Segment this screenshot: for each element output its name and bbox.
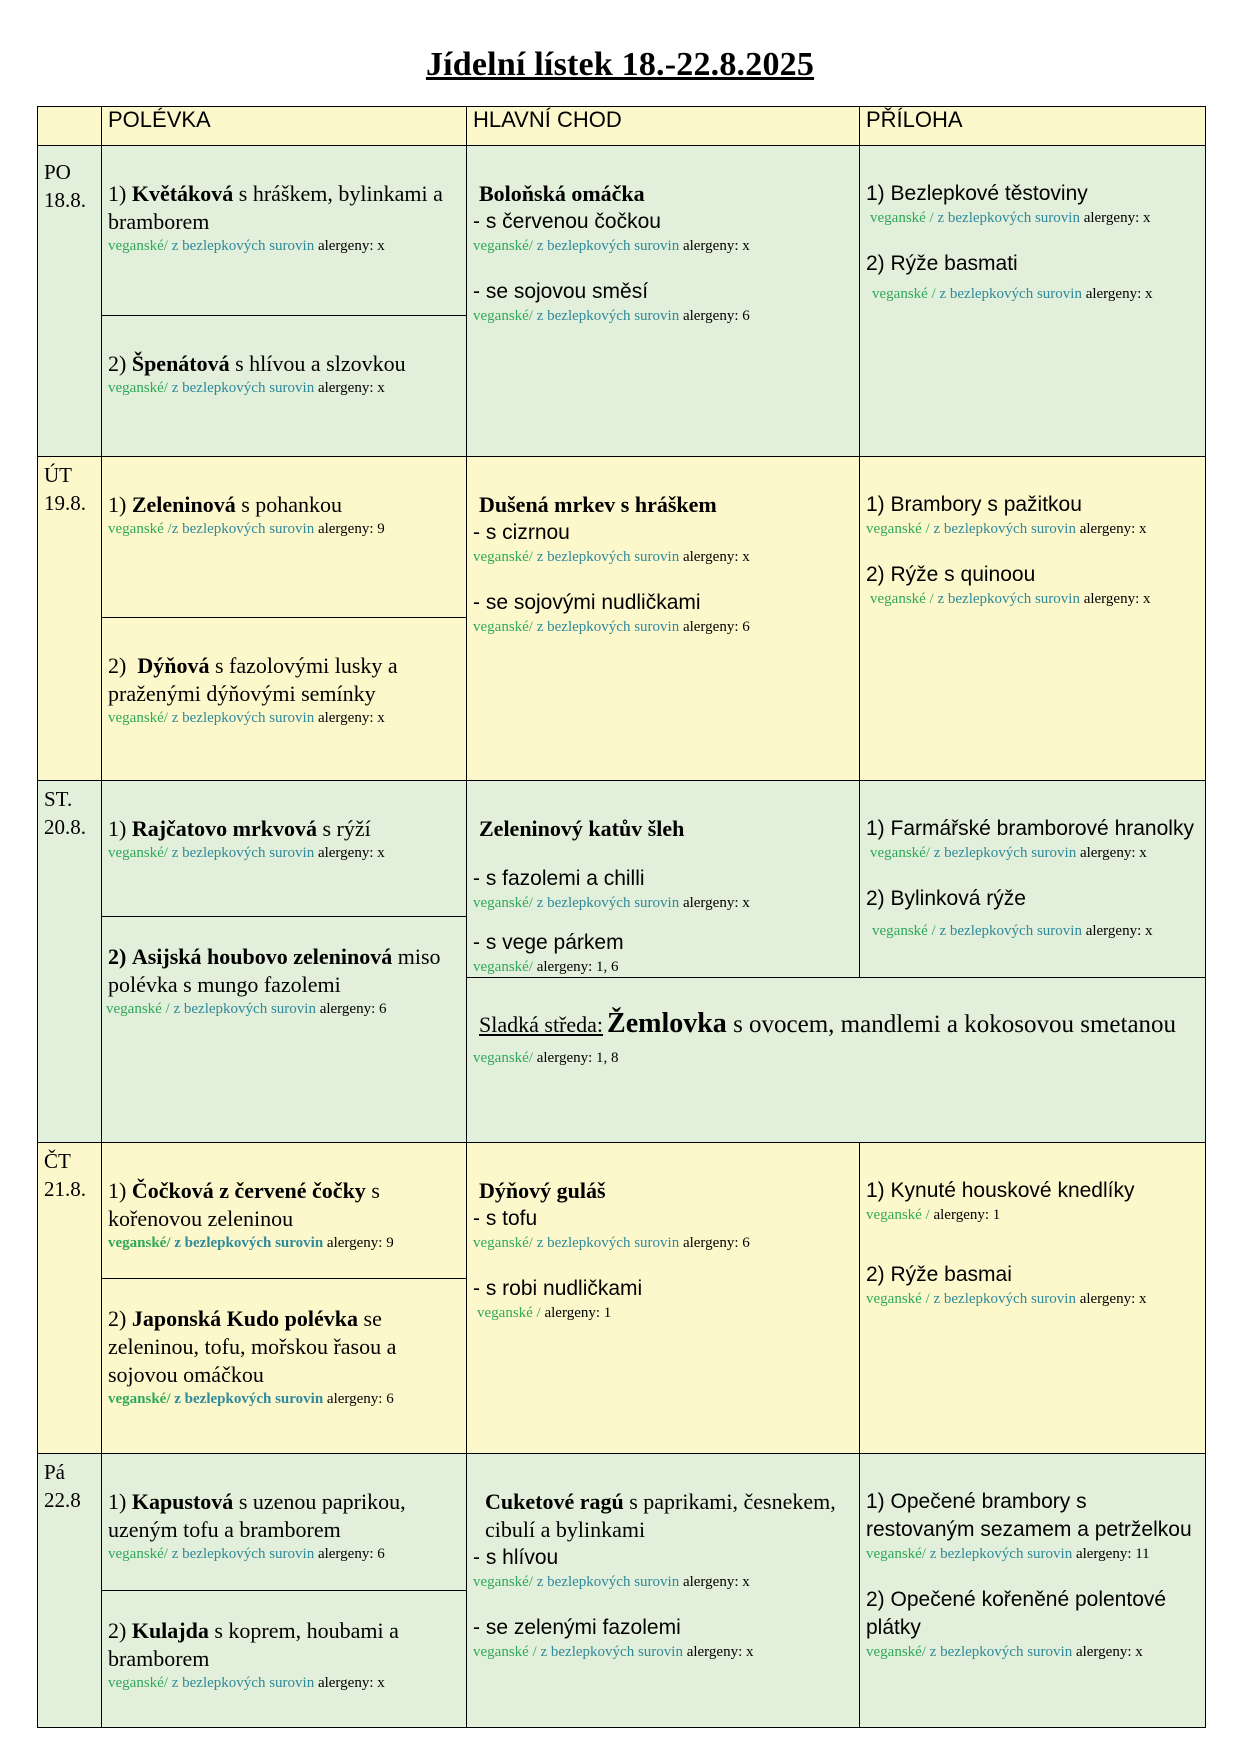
diet-tags: veganské/ z bezlepkových surovin alergeny: x (108, 710, 385, 726)
header-main: HLAVNÍ CHOD (467, 107, 860, 146)
side-item: 2) Rýže basmati (866, 252, 1018, 275)
main-variant: - s tofu (473, 1207, 538, 1230)
diet-tags: veganské/ z bezlepkových surovin alergeny: x (866, 1644, 1143, 1660)
main-cell (467, 781, 860, 978)
side-item: 2) Bylinková rýže (866, 887, 1026, 910)
soup-item: 2) Japonská Kudo polévka se zeleninou, tofu, mořskou řasou a sojovou omáčkou (108, 1306, 397, 1387)
day-row-monday (38, 146, 1206, 316)
soup-cell (102, 917, 467, 1143)
main-variant: - s vege párkem (473, 931, 624, 954)
main-variant: - se sojovou směsí (473, 280, 649, 303)
main-dish: Boloňská omáčka (479, 181, 645, 206)
header-row (38, 107, 1206, 146)
soup-item: 1) Čočková z červené čočky s kořenovou zeleninou (108, 1178, 380, 1231)
page-title: Jídelní lístek 18.-22.8.2025 (425, 46, 815, 83)
main-dish: Dýňový guláš (479, 1178, 606, 1203)
side-cell (860, 1454, 1206, 1728)
diet-tags: veganské / z bezlepkových surovin alergeny: x (866, 1291, 1147, 1307)
soup-cell (102, 781, 467, 917)
side-item: 1) Kynuté houskové knedlíky (866, 1179, 1135, 1202)
day-name: ČT (44, 1149, 71, 1173)
diet-tags: veganské / z bezlepkových surovin alergeny: 6 (106, 1001, 387, 1017)
soup-item: 1) Květáková s hráškem, bylinkami a bramborem (108, 181, 443, 234)
main-variant: - s fazolemi a chilli (473, 867, 645, 890)
main-variant: - s hlívou (473, 1546, 559, 1569)
diet-tags: veganské/ z bezlepkových surovin alergeny: 9 (108, 1235, 394, 1251)
main-cell (467, 146, 860, 457)
main-variant: - se sojovými nudličkami (473, 591, 701, 614)
soup-cell (102, 1143, 467, 1279)
main-variant: - s cizrnou (473, 521, 570, 544)
day-date: 22.8 (44, 1488, 81, 1512)
soup-item: 1) Zeleninová s pohankou (108, 492, 343, 517)
diet-tags: veganské/ z bezlepkových surovin alergeny: 6 (108, 1546, 385, 1562)
side-item: 2) Rýže basmai (866, 1263, 1012, 1286)
main-cell (467, 1143, 860, 1454)
diet-tags: veganské / alergeny: 1 (866, 1207, 1001, 1223)
soup-item: 1) Kapustová s uzenou paprikou, uzeným tofu a bramborem (108, 1489, 406, 1542)
side-item: 2) Opečené kořeněné polentové plátky (866, 1588, 1167, 1639)
day-date: 19.8. (44, 491, 86, 515)
day-name: PO (44, 160, 71, 184)
soup-item: 2) Kulajda s koprem, houbami a bramborem (108, 1618, 399, 1671)
soup-cell (102, 1454, 467, 1591)
diet-tags: veganské/ z bezlepkových surovin alergeny: 6 (473, 619, 750, 635)
soup-cell (102, 1279, 467, 1454)
diet-tags: veganské/ z bezlepkových surovin alergeny: x (473, 895, 750, 911)
diet-tags: veganské/ z bezlepkových surovin alergeny: x (108, 845, 385, 861)
diet-tags: veganské/ z bezlepkových surovin alergeny: x (108, 1675, 385, 1691)
diet-tags: veganské / z bezlepkových surovin alergeny: x (473, 1644, 754, 1660)
day-label (38, 457, 102, 781)
diet-tags: veganské/ z bezlepkových surovin alergeny: 6 (473, 1235, 750, 1251)
dessert-cell (467, 978, 1206, 1143)
soup-item: 2) Dýňová s fazolovými lusky a praženými dýňovými semínky (108, 653, 398, 706)
soup-cell (102, 146, 467, 316)
menu-table (37, 106, 1206, 1728)
diet-tags: veganské / z bezlepkových surovin alergeny: x (872, 286, 1153, 302)
diet-tags: veganské/ z bezlepkových surovin alergeny: x (473, 238, 750, 254)
diet-tags: veganské/ alergeny: 1, 8 (473, 1050, 619, 1066)
soup-cell (102, 618, 467, 781)
day-name: Pá (44, 1460, 65, 1484)
side-item: 1) Bezlepkové těstoviny (866, 182, 1088, 205)
diet-tags: veganské/ z bezlepkových surovin alergeny: x (108, 380, 385, 396)
diet-tags: veganské / z bezlepkových surovin alergeny: x (870, 210, 1151, 226)
diet-tags: veganské / alergeny: 1 (477, 1305, 612, 1321)
diet-tags: veganské / z bezlepkových surovin alergeny: x (870, 591, 1151, 607)
day-name: ST. (44, 787, 73, 811)
header-day (38, 107, 102, 146)
side-item: 2) Rýže s quinoou (866, 563, 1036, 586)
header-soup: POLÉVKA (102, 107, 467, 146)
day-date: 20.8. (44, 815, 86, 839)
main-cell (467, 1454, 860, 1728)
side-cell (860, 781, 1206, 978)
side-cell (860, 1143, 1206, 1454)
diet-tags: veganské/ alergeny: 1, 6 (473, 959, 619, 975)
soup-item: 2) Asijská houbovo zeleninová miso polévka s mungo fazolemi (108, 944, 441, 997)
diet-tags: veganské/ z bezlepkových surovin alergeny: x (870, 845, 1147, 861)
main-dish: Dušená mrkev s hráškem (479, 492, 717, 517)
main-dish: Zeleninový katův šleh (479, 816, 685, 841)
soup-cell (102, 457, 467, 618)
day-label (38, 1454, 102, 1728)
diet-tags: veganské/ z bezlepkových surovin alergeny: 6 (473, 308, 750, 324)
diet-tags: veganské/ z bezlepkových surovin alergeny: 6 (108, 1391, 394, 1407)
diet-tags: veganské/ z bezlepkových surovin alergeny: 11 (866, 1546, 1150, 1562)
day-row-friday (38, 1454, 1206, 1591)
main-cell (467, 457, 860, 781)
day-label (38, 781, 102, 1143)
diet-tags: veganské / z bezlepkových surovin alergeny: x (872, 923, 1153, 939)
day-date: 21.8. (44, 1177, 86, 1201)
side-item: 1) Farmářské bramborové hranolky (866, 817, 1194, 840)
day-row-thursday (38, 1143, 1206, 1279)
day-date: 18.8. (44, 188, 86, 212)
side-item: 1) Brambory s pažitkou (866, 493, 1082, 516)
side-cell (860, 457, 1206, 781)
side-cell (860, 146, 1206, 457)
diet-tags: veganské/ z bezlepkových surovin alergeny: x (473, 1574, 750, 1590)
header-side: PŘÍLOHA (860, 107, 1206, 146)
diet-tags: veganské/ z bezlepkových surovin alergeny: x (108, 238, 385, 254)
side-item: 1) Opečené brambory s restovaným sezamem a petrželkou (866, 1490, 1192, 1541)
day-row-tuesday (38, 457, 1206, 618)
day-label (38, 1143, 102, 1454)
day-row-wednesday (38, 781, 1206, 917)
soup-item: 1) Rajčatovo mrkvová s rýží (108, 816, 371, 841)
day-name: ÚT (44, 463, 72, 487)
day-label (38, 146, 102, 457)
diet-tags: veganské /z bezlepkových surovin alergeny: 9 (108, 521, 385, 537)
main-variant: - se zelenými fazolemi (473, 1616, 681, 1639)
soup-cell (102, 1591, 467, 1728)
diet-tags: veganské / z bezlepkových surovin alergeny: x (866, 521, 1147, 537)
dessert-item: Sladká středa: Žemlovka s ovocem, mandlemi a kokosovou smetanou (479, 1008, 1177, 1039)
main-variant: - s červenou čočkou (473, 210, 661, 233)
soup-cell (102, 316, 467, 457)
diet-tags: veganské/ z bezlepkových surovin alergeny: x (473, 549, 750, 565)
main-variant: - s robi nudličkami (473, 1277, 643, 1300)
main-dish: Cuketové ragú s paprikami, česnekem, cibulí a bylinkami (485, 1489, 836, 1542)
soup-item: 2) Špenátová s hlívou a slzovkou (108, 351, 406, 376)
